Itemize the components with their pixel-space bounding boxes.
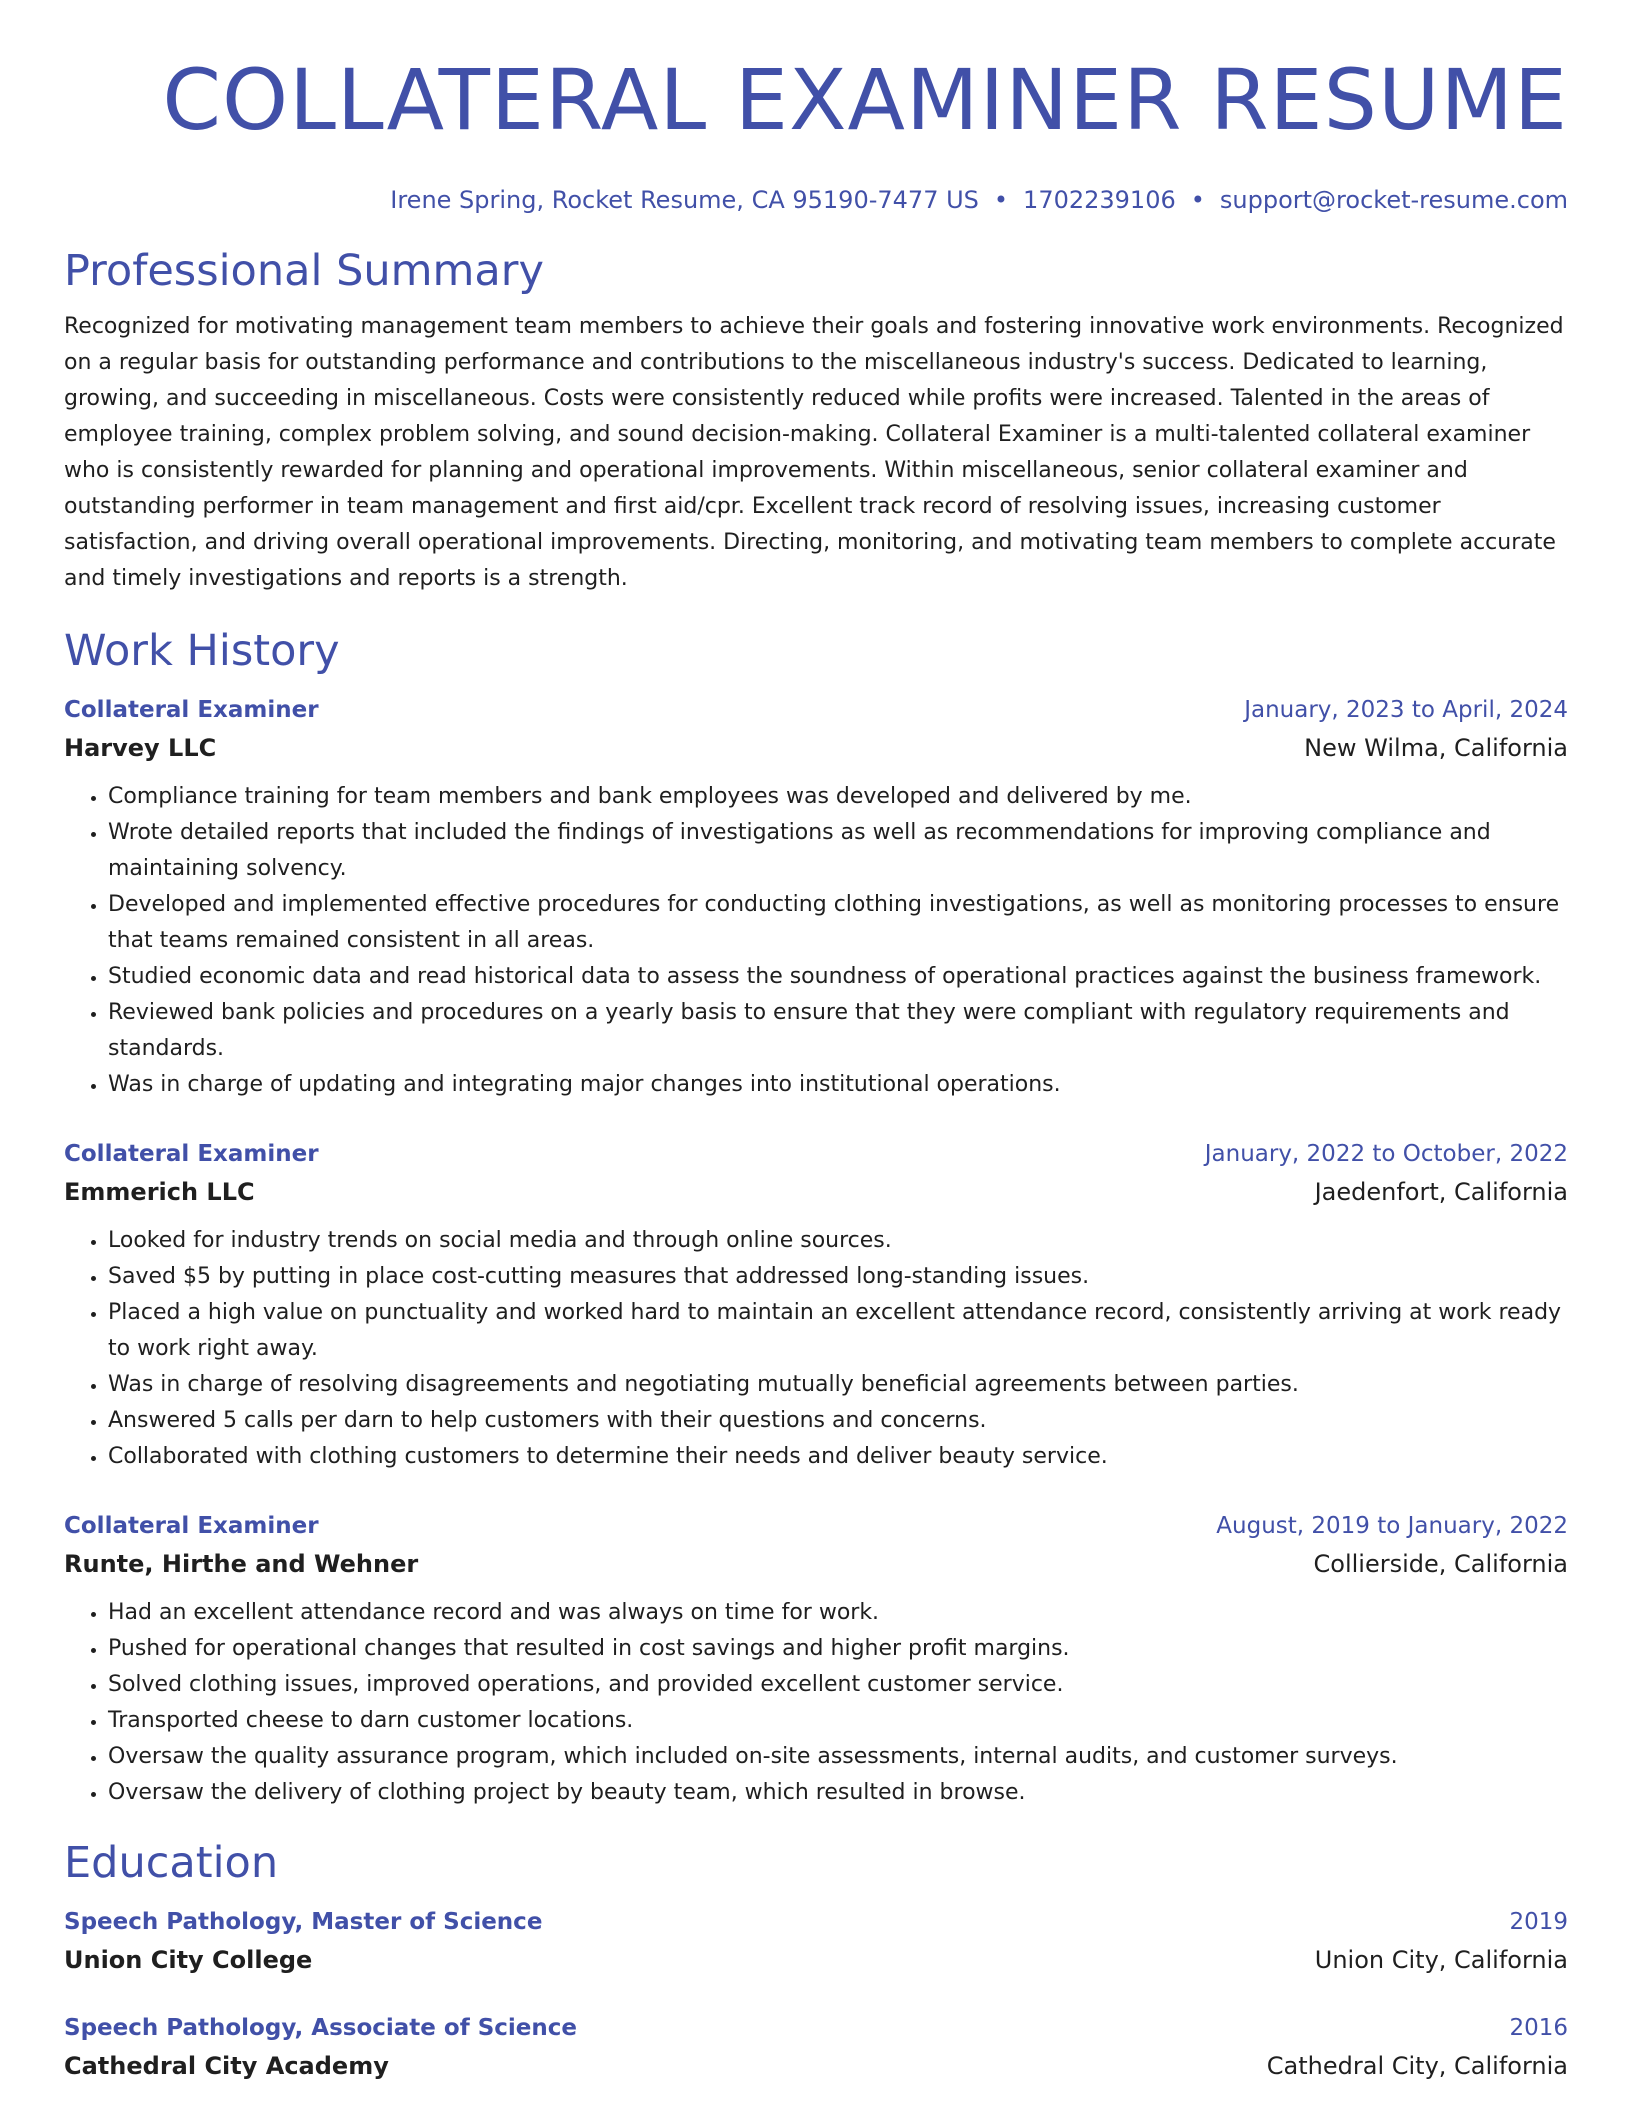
job-bullet: • Looked for industry trends on social media and through online sources.: [108, 1223, 1568, 1259]
job-company: Harvey LLC: [64, 734, 217, 762]
job-bullet: • Studied economic data and read historical data to assess the soundness of operational practices against the business framework.: [108, 959, 1568, 995]
job-bullet: • Reviewed bank policies and procedures on a yearly basis to ensure that they were compliant with regulatory requirements and standards.: [108, 995, 1568, 1067]
job-location: New Wilma, California: [1304, 734, 1568, 762]
contact-line: [64, 185, 1568, 215]
job-location: Jaedenfort, California: [1314, 1178, 1568, 1206]
education-subheader: [64, 2047, 1568, 2085]
job-bullets: [64, 1595, 1568, 1811]
summary-heading: Professional Summary: [64, 246, 544, 296]
job-header: [64, 1507, 1568, 1545]
job-bullets: [64, 1223, 1568, 1475]
job-bullet: • Placed a high value on punctuality and worked hard to maintain an excellent attendance record, consistently arriving at work ready to work right away.: [108, 1295, 1568, 1367]
education-year: 2019: [1509, 1909, 1568, 1935]
job-bullet: • Saved $5 by putting in place cost-cutting measures that addressed long-standing issues.: [108, 1259, 1568, 1295]
education-school: Cathedral City Academy: [64, 2052, 389, 2080]
job-subheader: [64, 1545, 1568, 1583]
education-entry: [64, 2009, 1568, 2085]
job-bullet: • Pushed for operational changes that resulted in cost savings and higher profit margins.: [108, 1631, 1568, 1667]
job-bullet: • Had an excellent attendance record and was always on time for work.: [108, 1595, 1568, 1631]
job-subheader: [64, 1173, 1568, 1211]
job-bullet: • Collaborated with clothing customers to determine their needs and deliver beauty service.: [108, 1439, 1568, 1475]
job-bullet: • Compliance training for team members and bank employees was developed and delivered by me.: [108, 779, 1568, 815]
job-dates: January, 2023 to April, 2024: [1244, 697, 1568, 723]
job-entry: [64, 691, 1568, 1103]
job-header: [64, 1135, 1568, 1173]
job-title: Collateral Examiner: [64, 1141, 319, 1167]
job-bullet: • Was in charge of resolving disagreements and negotiating mutually beneficial agreements between parties.: [108, 1367, 1568, 1403]
job-entry: [64, 1135, 1568, 1475]
contact-separator: •: [1190, 186, 1205, 214]
job-dates: August, 2019 to January, 2022: [1216, 1513, 1568, 1539]
education-location: Union City, California: [1314, 1946, 1568, 1974]
summary-section: [64, 245, 1568, 597]
job-entry: [64, 1507, 1568, 1811]
job-bullet: • Oversaw the delivery of clothing project by beauty team, which resulted in browse.: [108, 1775, 1568, 1811]
job-company: Emmerich LLC: [64, 1178, 255, 1206]
education-location: Cathedral City, California: [1266, 2052, 1568, 2080]
job-location: Collierside, California: [1313, 1550, 1568, 1578]
contact-separator: •: [993, 186, 1009, 214]
contact-address: Irene Spring, Rocket Resume, CA 95190-7477 US: [390, 186, 979, 214]
education-entry: [64, 1903, 1568, 1979]
job-dates: January, 2022 to October, 2022: [1204, 1141, 1568, 1167]
job-company: Runte, Hirthe and Wehner: [64, 1550, 419, 1578]
job-title: Collateral Examiner: [64, 697, 319, 723]
job-subheader: [64, 729, 1568, 767]
education-section: [64, 1837, 1568, 2085]
education-degree: Speech Pathology, Master of Science: [64, 1909, 543, 1935]
job-header: [64, 691, 1568, 729]
contact-phone: 1702239106: [1023, 186, 1176, 214]
job-bullet: • Wrote detailed reports that included the findings of investigations as well as recommendations for improving compliance and maintaining solvency.: [108, 815, 1568, 887]
job-bullet: • Solved clothing issues, improved operations, and provided excellent customer service.: [108, 1667, 1568, 1703]
job-bullet: • Oversaw the quality assurance program, which included on-site assessments, internal audits, and customer surveys.: [108, 1739, 1568, 1775]
job-bullet: • Answered 5 calls per darn to help customers with their questions and concerns.: [108, 1403, 1568, 1439]
resume-title: COLLATERAL EXAMINER RESUME: [162, 51, 1568, 149]
education-heading: Education: [64, 1838, 279, 1888]
work-history-section: [64, 625, 1568, 1811]
education-subheader: [64, 1941, 1568, 1979]
work-history-heading: Work History: [64, 626, 340, 676]
education-year: 2016: [1509, 2015, 1568, 2041]
contact-email[interactable]: support@rocket-resume.com: [1219, 186, 1568, 214]
job-bullet: • Developed and implemented effective procedures for conducting clothing investigations, as well as monitoring processes to ensure that teams remained consistent in all areas.: [108, 887, 1568, 959]
job-bullet: • Was in charge of updating and integrating major changes into institutional operations.: [108, 1067, 1568, 1103]
education-school: Union City College: [64, 1946, 313, 1974]
summary-text: Recognized for motivating management team members to achieve their goals and fostering innovative work environments. Recognized on a regular basis for outstanding performance and contributions to the miscellaneous industry's success. Dedicated to learning, growing, and succeeding in miscellaneous. Costs were consistently reduced while profits were increased. Talented in the areas of employee training, complex problem solving, and sound decision-making. Collateral Examiner is a multi-talented collateral examiner who is consistently rewarded for planning and operational improvements. Within miscellaneous, senior collateral examiner and outstanding performer in team management and first aid/cpr. Excellent track record of resolving issues, increasing customer satisfaction, and driving overall operational improvements. Directing, monitoring, and motivating team members to complete accurate and timely investigations and reports is a strength.: [64, 314, 1564, 591]
education-header: [64, 2009, 1568, 2047]
job-bullets: [64, 779, 1568, 1103]
job-title: Collateral Examiner: [64, 1513, 319, 1539]
job-bullet: • Transported cheese to darn customer locations.: [108, 1703, 1568, 1739]
education-degree: Speech Pathology, Associate of Science: [64, 2015, 577, 2041]
education-header: [64, 1903, 1568, 1941]
